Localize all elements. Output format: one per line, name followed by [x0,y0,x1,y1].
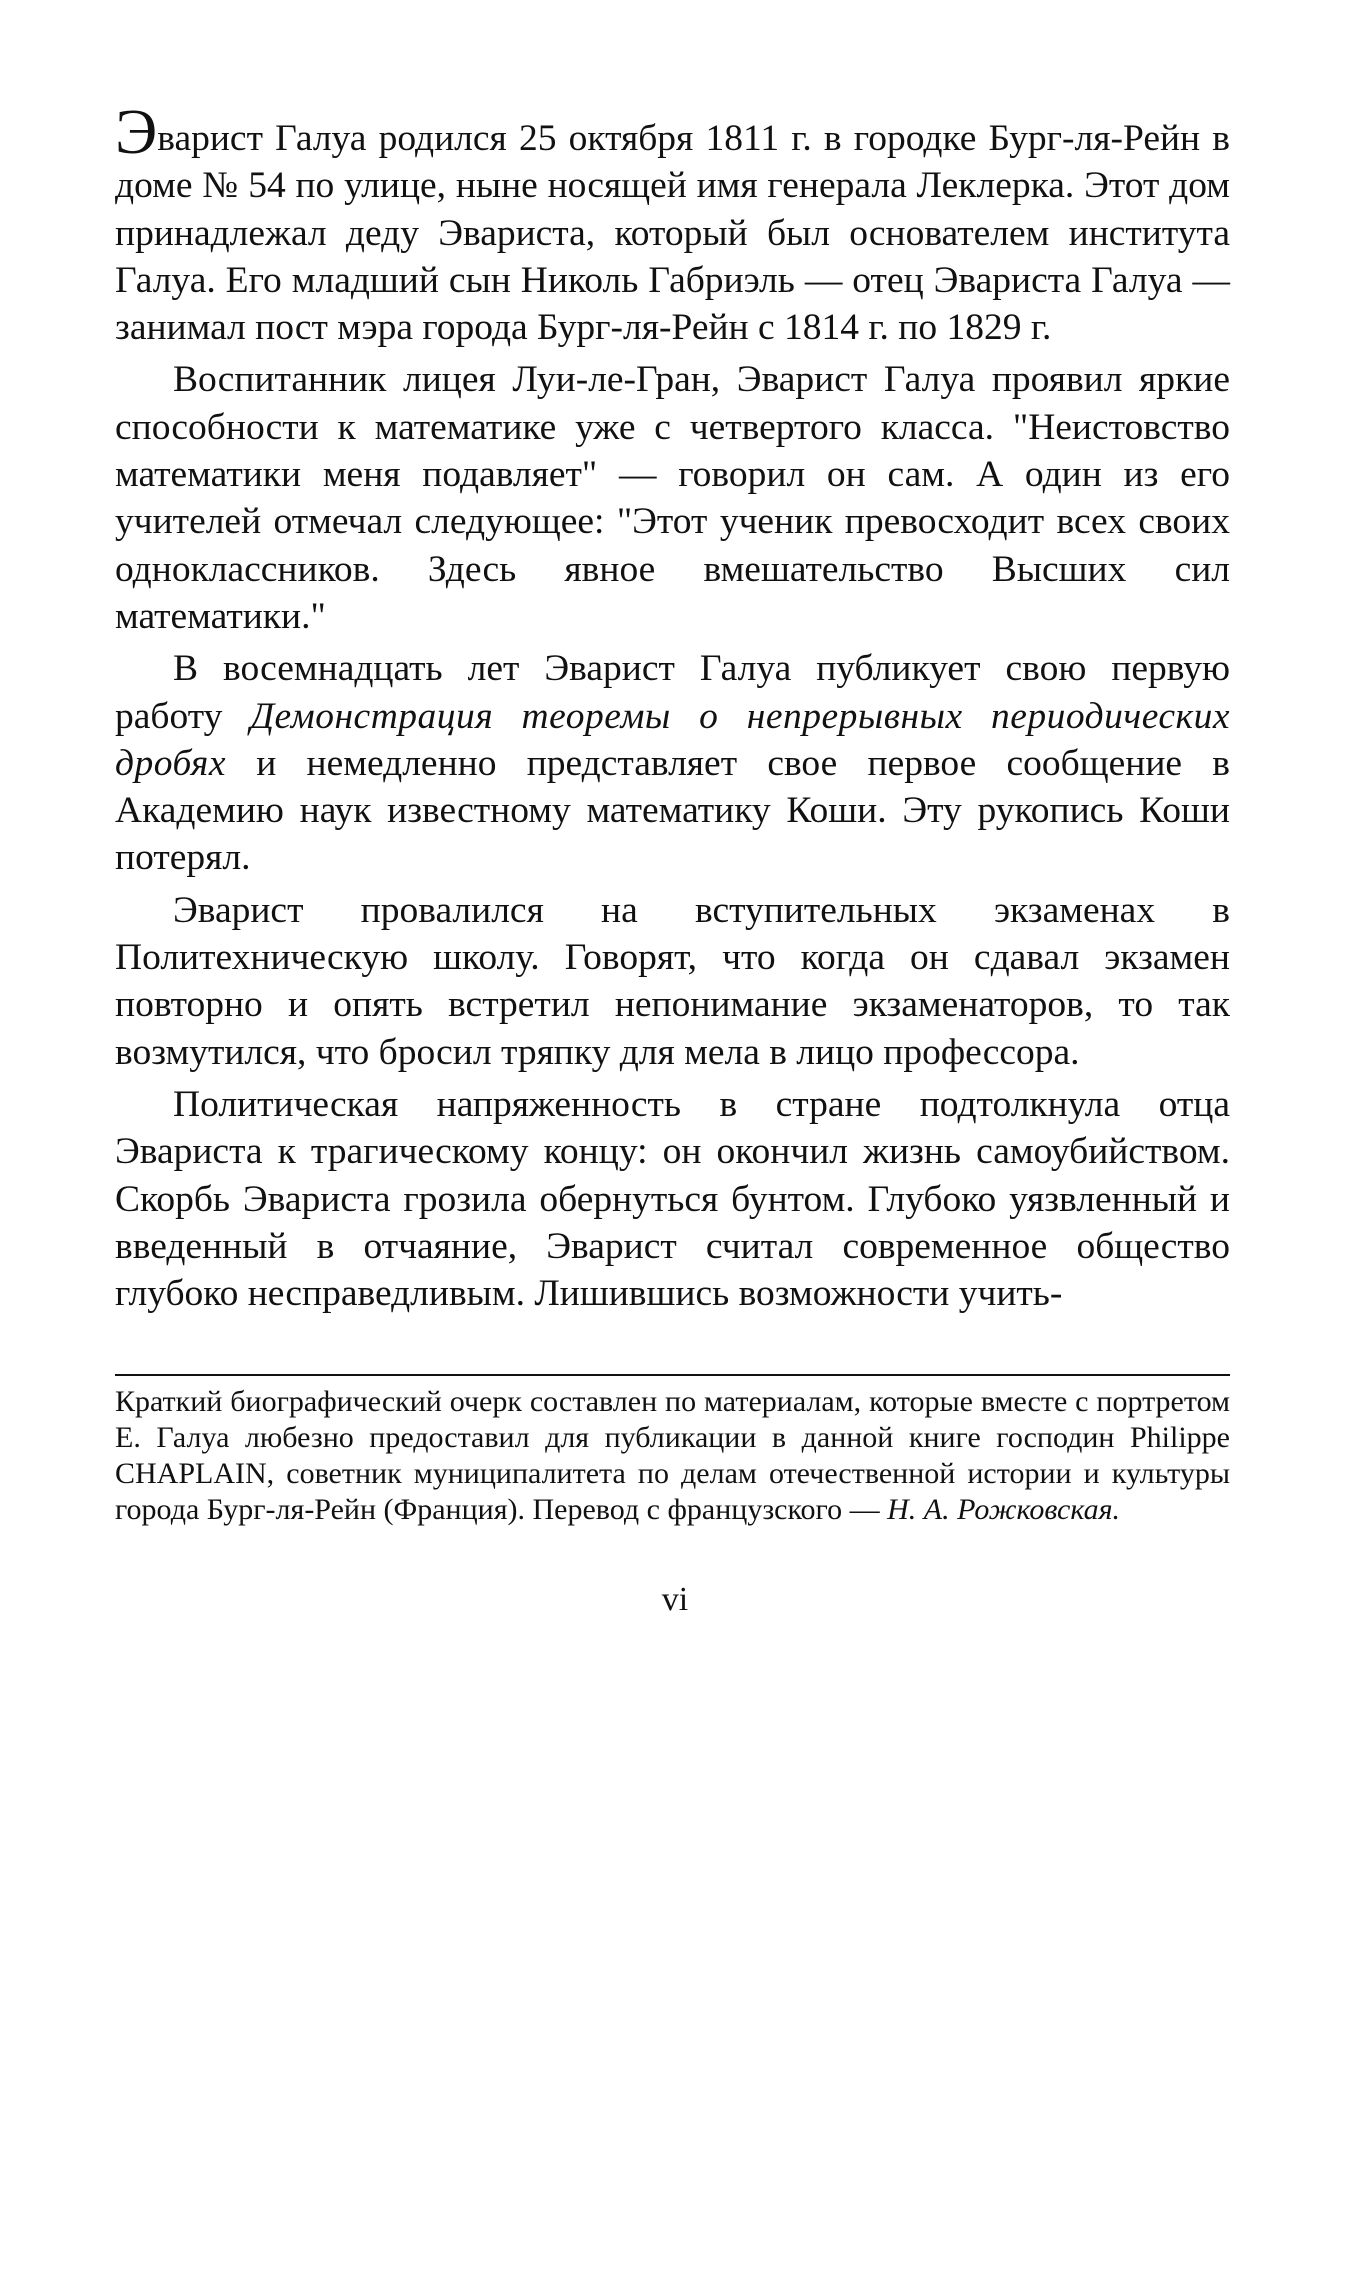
paragraph-2: Воспитанник лицея Луи-ле-Гран, Эварист Галуа проявил яркие способности к математике уже с четвертого класса. "Неистовство математики меня подавляет" — говорил он сам. А один из его учителей отмечал следующее: "Этот ученик превосходит всех своих одноклассников. Здесь явное вмешательство Высших сил математики." [115,359,1230,637]
paragraph-1 [115,96,1230,351]
footnote-text: Краткий биографический очерк составлен по материалам, которые вместе с портретом Е. Галуа любезно предоставил для публикации в данной книге господин Philippe CHAPLAIN, советник муниципалитета по делам отечественной истории и культуры города Бург-ля-Рейн (Франция). Перевод с французского — [115,1385,1230,1526]
drop-letter: Э [115,96,158,167]
paragraph-4: Эварист провалился на вступительных экзаменах в Политехническую школу. Говорят, что когда он сдавал экзамен повторно и опять встретил непонимание экзаменаторов, то так возмутился, что бросил тряпку для мела в лицо профессора. [115,889,1230,1073]
footnote [115,1384,1230,1528]
footnote-translator: Н. А. Рожковская. [887,1493,1121,1526]
page-number: vi [661,1581,689,1618]
paragraph-1-text: варист Галуа родился 25 октября 1811 г. в городке Бург-ля-Рейн в доме № 54 по улице, ныне носящей имя генерала Леклерка. Этот дом принадлежал деду Эвариста, который был основателем института Галуа. Его младший сын Николь Габриэль — отец Эвариста Галуа — занимал пост мэра города Бург-ля-Рейн с 1814 г. по 1829 г. [115,118,1230,349]
paragraph-5: Политическая напряженность в стране подтолкнула отца Эвариста к трагическому концу: он окончил жизнь самоубийством. Скорбь Эвариста грозила обернуться бунтом. Глубоко уязвленный и введенный в отчаяние, Эварист считал современное общество глубоко несправедливым. Лишившись возможности учить- [115,1083,1230,1315]
paragraph-3 [115,645,1230,881]
main-text [115,96,1230,1322]
paragraph-3-text-before: В восемнадцать лет Эварист Галуа публикует свою первую работу [115,648,1230,737]
paper-title-italic: Демонстрация теоремы о непрерывных периодических дробях [115,695,1230,784]
footnote-divider [115,1374,1230,1376]
paragraph-3-text-after: и немедленно представляет свое первое сообщение в Академию наук известному математику Коши. Эту рукопись Коши потерял. [115,742,1230,879]
